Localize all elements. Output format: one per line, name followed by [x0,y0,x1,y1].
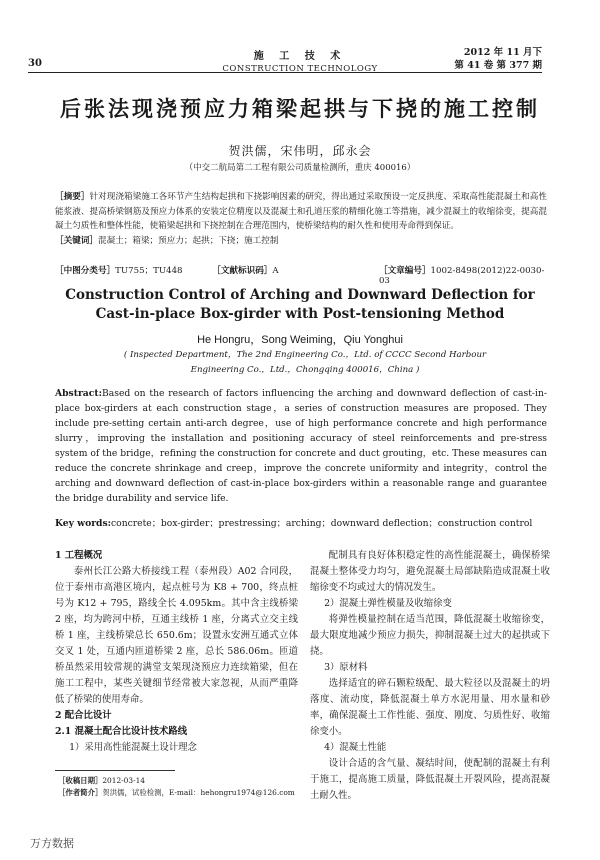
article-no-field [379,264,547,286]
subitem: 4）混凝土性能 [324,742,387,753]
keywords-cn-label: ［关键词］ [55,235,98,246]
authors-en: He Hongru，Song Weiming，Qiu Yonghui [197,334,403,346]
abstract-cn-label: ［摘要］ [55,192,90,202]
received-value: 2012-03-14 [102,776,145,785]
clc-field [55,264,212,286]
abstract-en [55,386,547,506]
classification-row [55,264,547,286]
subitem: 1）采用高性能混凝土设计理念 [69,742,197,753]
paragraph: 选择适宜的碎石颗粒级配、最大粒径以及混凝土的坍落度、流动度，降低混凝土单方水泥用量、用水量和砂率，确保混凝土工作性能、强度、刚度、匀质性好、收缩徐变小。 [310,678,550,737]
clc-value: TU755；TU448 [115,266,183,276]
paragraph: 将弹性模量控制在适当范围，降低混凝土收缩徐变，最大限度地减少预应力损失，抑制混凝土过大的起拱或下挠。 [310,614,550,657]
page-number: 30 [28,58,42,69]
issue-date: 2012 年 11 月下 [463,47,542,58]
abstract-cn [55,190,547,248]
section-heading-2-1: 2.1 混凝土配合比设计技术路线 [55,726,188,737]
keywords-cn-text: 混凝土；箱梁；预应力；起拱；下挠；施工控制 [97,235,279,246]
doc-code-value: A [272,266,279,276]
subitem: 3）原材料 [324,662,368,673]
section-heading-1: 1 工程概况 [55,550,103,561]
paragraph: 配制具有良好体积稳定性的高性能混凝土，确保桥梁混凝土整体受力均匀，避免混凝土局部缺陷造成混凝土收缩徐变不均或过大的情况发生。 [310,550,550,593]
paper-title-en: Construction Control of Arching and Downward Deflection for Cast-in-place Box-girder with Post-tensioning Method [65,287,535,322]
abstract-cn-text: 针对现浇箱梁施工各环节产生结构起拱和下挠影响因素的研究，得出通过采取预设一定反拱度、采取高性能混凝土和高性能浆液、提高桥梁钢筋及预应力体系的安装定位精度以及混凝土和孔道压浆的精细化施工等措施，减少混凝土的收缩徐变，提高混凝土匀质性和整体性能，使箱梁起拱和下挠控制在合理范围内，使桥梁结构的耐久性和使用寿命得到保证。 [55,192,547,231]
wanfang-watermark: 万方数据 [30,837,74,850]
subitem: 2）混凝土弹性模量及收缩徐变 [324,598,452,609]
author-bio-value: 贺洪儒，试验检测，E-mail：hehongru1974@126.com [102,787,295,797]
body-column-right [310,548,550,804]
issue-volume: 第 41 卷 第 377 期 [454,60,542,71]
footnote [58,775,308,798]
doc-code-label: ［文献标识码］ [212,266,273,276]
keywords-en-text: concrete；box-girder；prestressing；arching；downward deflection；construction control [111,518,533,529]
keywords-en-label: Key words: [55,518,112,529]
abstract-en-label: Abstract: [55,388,102,399]
abstract-en-text: Based on the research of factors influencing the arching and downward deflection of cast-in-place box-girders at each construction stage，a series of construction measures are proposed. They include pre-setting certain anti-arch degree，use of high performance concrete and high performance slurry，improving the installation and positioning accuracy of steel reinforcements and pre-stress system of the bridge，refining the construction for concrete and duct grouting，etc. These measures can reduce the concrete shrinkage and creep，improve the concrete uniformity and integrity，control the arching and downward deflection of cast-in-place box-girders within a reasonable range and guarantee the bridge durability and service life. [55,388,547,504]
article-no-label: ［文章编号］ [378,266,431,276]
header-divider [28,72,542,73]
paper-title-cn: 后张法现浇预应力箱梁起拱与下挠的施工控制 [60,96,540,121]
paragraph: 泰州长江公路大桥接线工程（泰州段）A02 合同段，位于泰州市高港区境内，起点桩号为 K8 + 700，终点桩号为 K12 + 795，路线全长 4.095km。其中含主线桥梁 2 座，均为跨河中桥，互通主线桥 1 座，分离式立交主线桥 1 座，主线桥梁总长 650.6m；设置永安洲互通式立体交叉 1 处，互通内匝道桥梁 2 座，总长 586.06m。匝道桥虽然采用较常规的满堂支架现浇预应力连续箱梁，但在施工工程中，某些关键细节经常被大家忽视，从而严重降低了桥梁的使用寿命。 [55,566,298,705]
author-bio-label: ［作者简介］ [58,787,103,797]
issue-info [454,46,542,72]
author-bio [58,787,308,799]
keywords-en [55,515,547,529]
footnote-divider [55,770,175,771]
received-date [58,775,308,787]
doc-code-field [212,264,379,286]
journal-name [200,47,400,74]
received-label: ［收稿日期］ [58,776,103,785]
body-column-left [55,548,298,756]
paragraph: 设计合适的含气量、凝结时间，使配制的混凝土有利于施工，提高施工质量，降低混凝土开裂风险，提高混凝土耐久性。 [310,758,550,801]
section-heading-2: 2 配合比设计 [55,710,112,721]
journal-name-cn: 施 工 技 术 [253,51,347,62]
article-no-value: 1002-8498(2012)22-0030-03 [378,266,545,286]
affiliation-en: ( Inspected Department，The 2nd Engineering Co.，Ltd. of CCCC Second Harbour Engineering Co.，Ltd.，Chongqing 400016，China ) [123,350,487,375]
authors-cn: 贺洪儒，宋伟明，邱永会 [228,144,372,158]
clc-label: ［中图分类号］ [55,266,116,276]
journal-name-en: CONSTRUCTION TECHNOLOGY [222,64,378,74]
affiliation-cn: （中交二航局第二工程有限公司质量检测所，重庆 400016） [184,163,416,173]
